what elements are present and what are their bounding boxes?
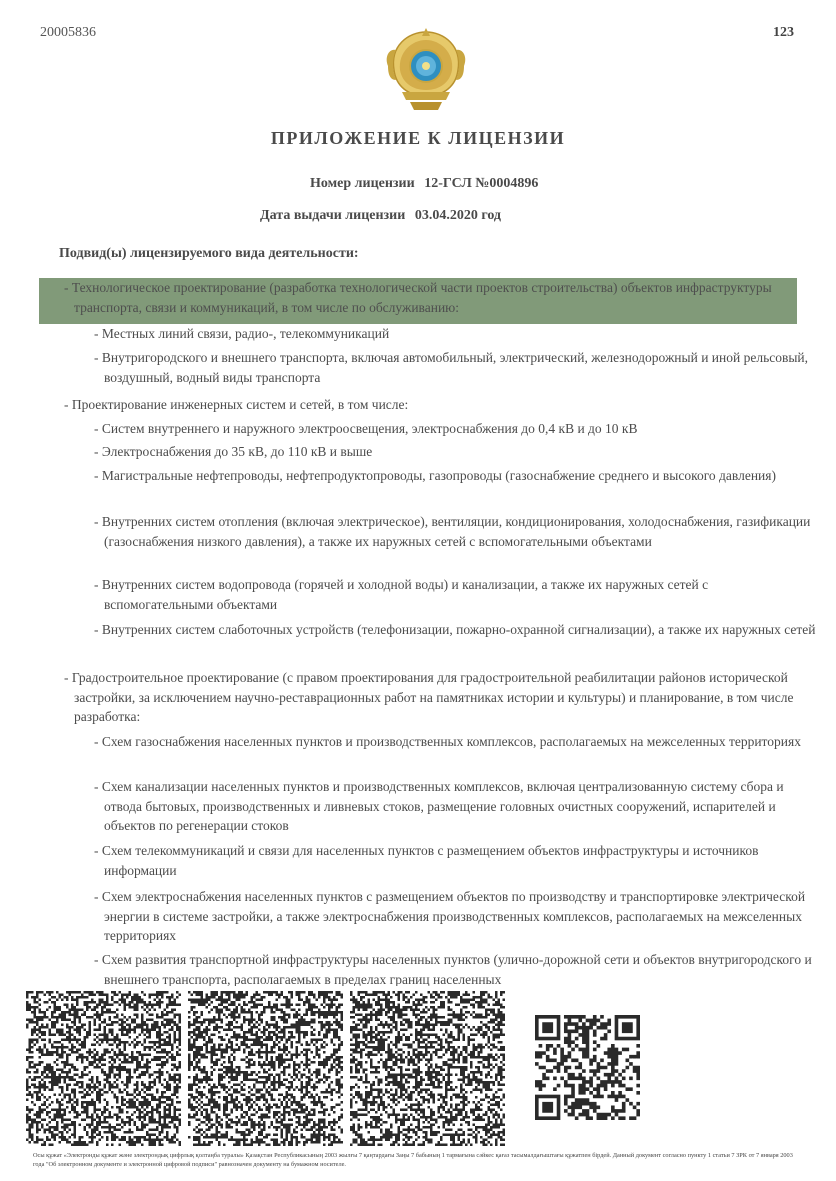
qr-code-2 (188, 991, 343, 1146)
kazakhstan-state-emblem-icon (384, 26, 468, 112)
license-date-row (260, 208, 501, 224)
activity-item: - Систем внутреннего и наружного электроосвещения, электроснабжения до 0,4 кВ и до 10 кВ (94, 421, 638, 436)
activity-item: - Внутренних систем отопления (включая электрическое), вентиляции, кондиционирования, холодоснабжения, газификации (газоснабжения низкого давления), а также их наружных сетей с вспомогательными объектами (94, 514, 811, 549)
subtypes-heading: Подвид(ы) лицензируемого вида деятельности: (59, 246, 359, 261)
page-number: 123 (773, 25, 794, 40)
license-number-value: 12-ГСЛ №0004896 (424, 176, 539, 191)
activity-item: - Проектирование инженерных систем и сетей, в том числе: (64, 397, 409, 412)
license-number-label: Номер лицензии (310, 176, 415, 191)
document-id: 20005836 (40, 25, 96, 40)
activity-item: - Схем развития транспортной инфраструктуры населенных пунктов (улично-дорожной сети и объектов внутригородского и внешнего транспорта, располагаемых в пределах границ населенных (94, 952, 812, 986)
activity-item: - Схем электроснабжения населенных пунктов с размещением объектов по производству и транспортировке электрической энергии в системе застройки, а также электроснабжения производственных комплексов, располагаемых на межселенных территориях (94, 889, 806, 944)
activity-item: - Электроснабжения до 35 кВ, до 110 кВ и выше (94, 444, 373, 459)
activity-item: - Местных линий связи, радио-, телекоммуникаций (94, 326, 390, 341)
license-date-value: 03.04.2020 год (414, 208, 502, 223)
activity-item: - Схем канализации населенных пунктов и производственных комплексов, включая централизованную систему сбора и отвода бытовых, производственных и ливневых стоков, размещение головных очистных сооружений, испарителей и объектов по регенерации стоков (94, 779, 784, 834)
activity-item: - Внутригородского и внешнего транспорта, включая автомобильный, электрический, железнодорожный и иной рельсовый, воздушный, водный виды транспорта (94, 350, 809, 385)
activity-list (0, 278, 836, 986)
activity-item: - Схем газоснабжения населенных пунктов и производственных комплексов, располагаемых на межселенных территориях (94, 734, 801, 749)
activity-item: - Схем телекоммуникаций и связи для населенных пунктов с размещением объектов инфраструктуры и источников информации (94, 843, 759, 878)
legal-footer: Осы құжат «Электронды құжат және электрондық цифрлық қолтаңба туралы» Қазақстан Республикасының 2003 жылғы 7 қаңтардағы Заңы 7 бабының 1 тармағына сәйкес қағаз тасымалдағыштағы құжатпен бірдей. Данный документ согласно пункту 1 статьи 7 ЗРК от 7 января 2003 года "Об электронном документе и электронной цифровой подписи" равнозначен документу на бумажном носителе. (33, 1152, 793, 1168)
activity-item: - Градостроительное проектирование (с правом проектирования для градостроительной реабилитации районов исторической застройки, за исключением научно-реставрационных работ на памятниках истории и культуры) и планирование, в том числе разработка: (64, 670, 794, 725)
qr-code-1 (26, 991, 181, 1146)
activity-item: - Внутренних систем слаботочных устройств (телефонизации, пожарно-охранной сигнализации), а также их наружных сетей (94, 622, 816, 637)
license-number-row (310, 176, 538, 192)
qr-code-3 (350, 991, 505, 1146)
qr-code-small (535, 1015, 640, 1120)
activity-item: - Магистральные нефтепроводы, нефтепродуктопроводы, газопроводы (газоснабжение среднего и высокого давления) (94, 468, 776, 483)
activity-item: - Внутренних систем водопровода (горячей и холодной воды) и канализации, а также их наружных сетей с вспомогательными объектами (94, 577, 709, 612)
activity-item: - Технологическое проектирование (разработка технологической части проектов строительства) объектов инфраструктуры транспорта, связи и коммуникаций, в том числе по обслуживанию: (64, 280, 772, 315)
license-date-label: Дата выдачи лицензии (260, 208, 406, 223)
page-title: ПРИЛОЖЕНИЕ К ЛИЦЕНЗИИ (270, 128, 566, 148)
